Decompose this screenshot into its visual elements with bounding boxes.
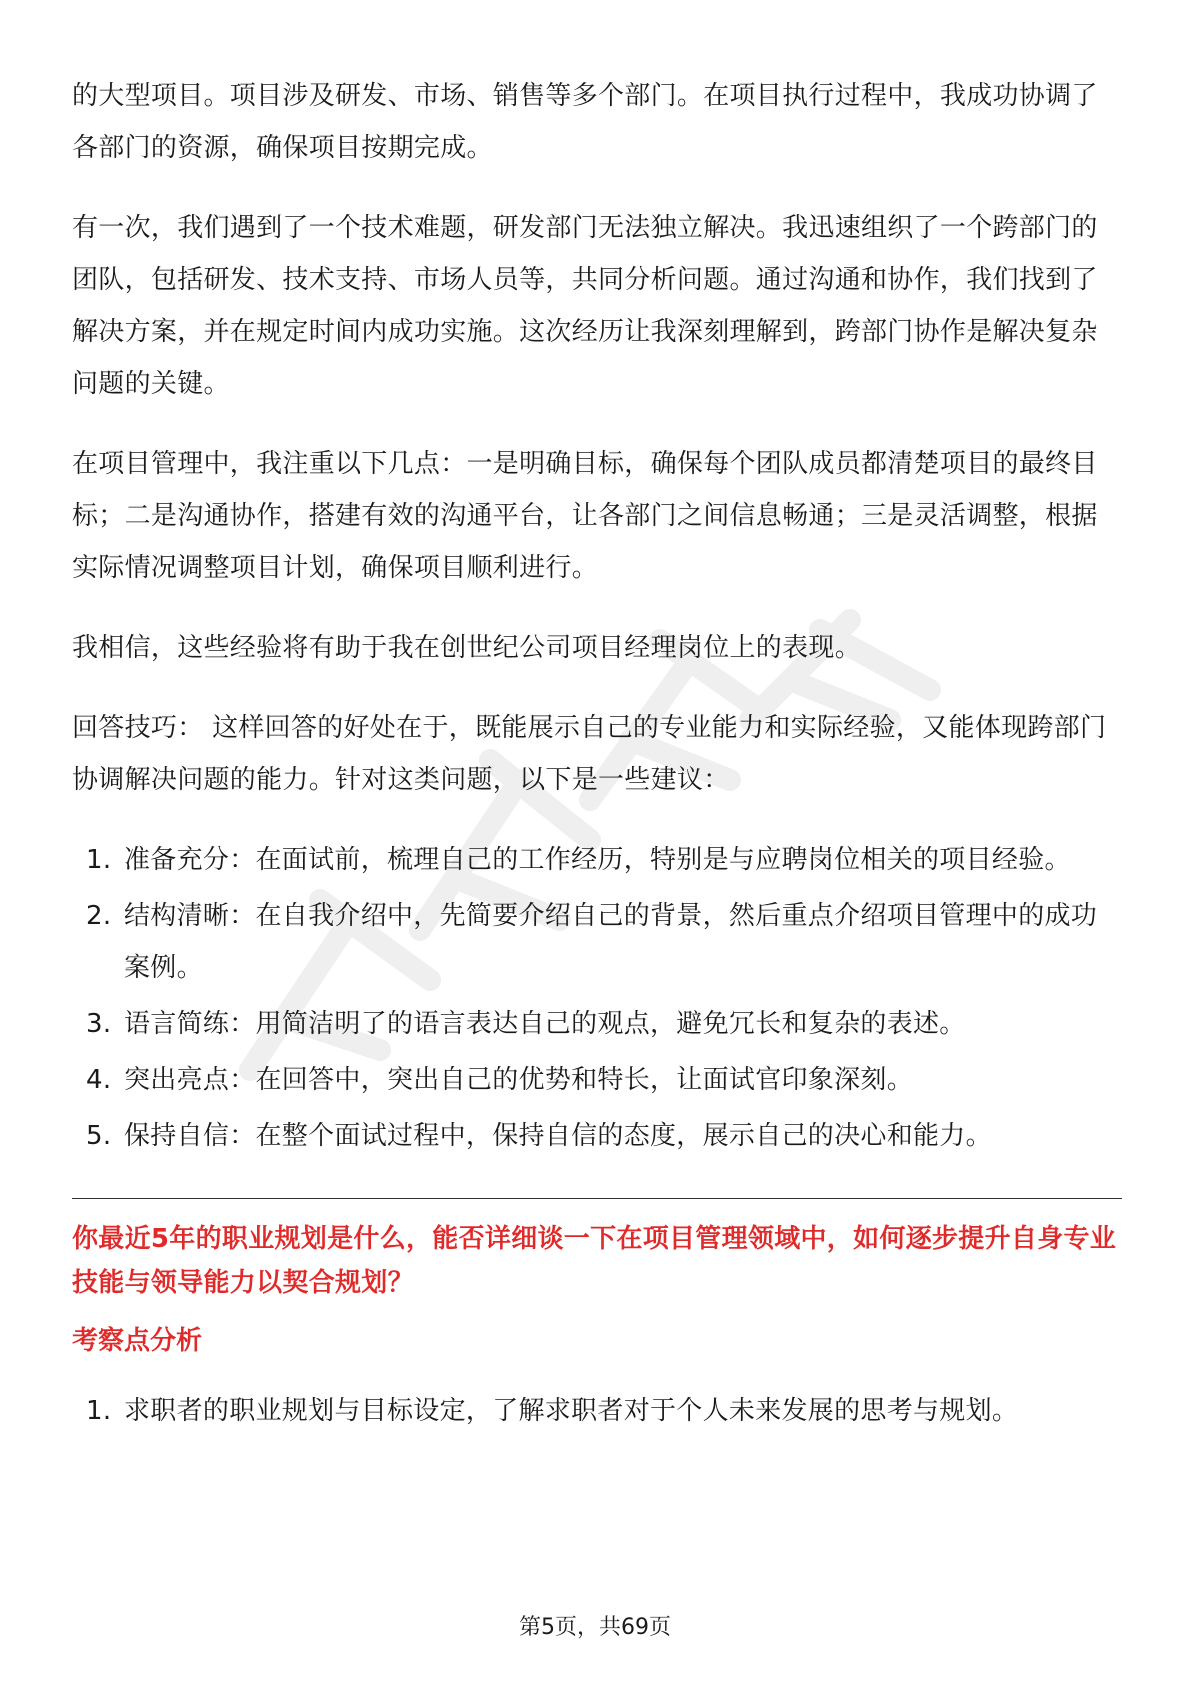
list-number: 3.	[86, 1009, 112, 1039]
analysis-heading: 考察点分析	[72, 1326, 203, 1356]
answer-tips-intro: 回答技巧： 这样回答的好处在于，既能展示自己的专业能力和实际经验，又能体现跨部门协调解决问题的能力。针对这类问题，以下是一些建议：	[72, 713, 1107, 795]
list-item	[72, 834, 1122, 886]
list-item	[72, 1054, 1122, 1106]
list-number: 2.	[86, 901, 112, 931]
analysis-list	[72, 1385, 1122, 1437]
list-number: 1.	[86, 845, 112, 875]
list-item	[72, 1385, 1122, 1437]
interview-question: 你最近5年的职业规划是什么，能否详细谈一下在项目管理领域中，如何逐步提升自身专业技能与领导能力以契合规划？	[72, 1224, 1117, 1298]
paragraph: 在项目管理中，我注重以下几点：一是明确目标，确保每个团队成员都清楚项目的最终目标；二是沟通协作，搭建有效的沟通平台，让各部门之间信息畅通；三是灵活调整，根据实际情况调整项目计划，确保项目顺利进行。	[72, 449, 1098, 583]
list-number: 5.	[86, 1121, 112, 1151]
list-text: 结构清晰：在自我介绍中，先简要介绍自己的背景，然后重点介绍项目管理中的成功案例。	[124, 901, 1098, 983]
list-item	[72, 998, 1122, 1050]
list-text: 语言简练：用简洁明了的语言表达自己的观点，避免冗长和复杂的表述。	[124, 1009, 966, 1039]
list-number: 4.	[86, 1065, 112, 1095]
section-divider	[72, 1198, 1122, 1199]
page-content	[72, 70, 1122, 1441]
list-number: 1.	[86, 1396, 112, 1426]
page-footer: 第5页，共69页	[519, 1615, 671, 1640]
list-item	[72, 890, 1122, 994]
list-text: 突出亮点：在回答中，突出自己的优势和特长，让面试官印象深刻。	[124, 1065, 914, 1095]
list-text: 保持自信：在整个面试过程中，保持自信的态度，展示自己的决心和能力。	[124, 1121, 992, 1151]
list-item	[72, 1110, 1122, 1162]
paragraph: 有一次，我们遇到了一个技术难题，研发部门无法独立解决。我迅速组织了一个跨部门的团队，包括研发、技术支持、市场人员等，共同分析问题。通过沟通和协作，我们找到了解决方案，并在规定时间内成功实施。这次经历让我深刻理解到，跨部门协作是解决复杂问题的关键。	[72, 213, 1098, 399]
paragraph: 我相信，这些经验将有助于我在创世纪公司项目经理岗位上的表现。	[72, 633, 862, 663]
paragraph: 的大型项目。项目涉及研发、市场、销售等多个部门。在项目执行过程中，我成功协调了各部门的资源，确保项目按期完成。	[72, 81, 1098, 163]
list-text: 准备充分：在面试前，梳理自己的工作经历，特别是与应聘岗位相关的项目经验。	[124, 845, 1071, 875]
list-text: 求职者的职业规划与目标设定，了解求职者对于个人未来发展的思考与规划。	[124, 1396, 1019, 1426]
tips-list	[72, 834, 1122, 1162]
